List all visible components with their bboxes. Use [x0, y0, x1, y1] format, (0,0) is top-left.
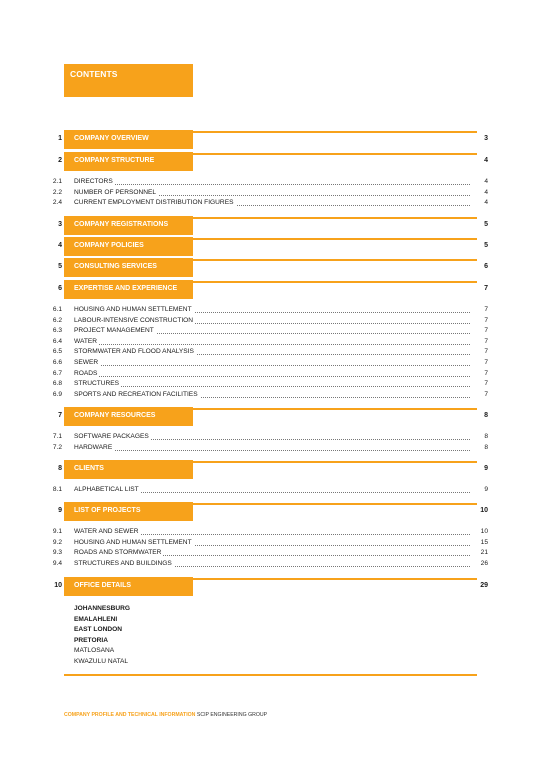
subsection-page-number: 7	[470, 317, 488, 324]
dot-leader	[74, 386, 474, 387]
subsection-page-number: 7	[470, 338, 488, 345]
subsection-number: 7.2	[52, 443, 62, 451]
section-page-number: 4	[484, 157, 488, 164]
subsection-row[interactable]	[0, 306, 550, 316]
bottom-divider	[64, 674, 477, 676]
section-heading[interactable]	[0, 407, 550, 427]
subsection-number: 6.1	[52, 306, 62, 313]
subsection-page-number: 15	[470, 539, 488, 546]
subsection-page-number: 7	[470, 391, 488, 398]
subsection-number: 8.1	[52, 486, 62, 493]
subsection-number: 6.5	[52, 348, 62, 356]
office-name: EMALAHLENI	[74, 615, 118, 623]
subsection-title: WATER	[74, 337, 98, 345]
section-rule	[193, 281, 477, 283]
subsection-number: 9.2	[52, 538, 62, 546]
subsection-title: SPORTS AND RECREATION FACILITIES	[74, 390, 198, 398]
section-page-number: 5	[484, 221, 488, 228]
subsection-number: 6.9	[52, 390, 62, 398]
section-title: CLIENTS	[74, 465, 104, 472]
section-heading[interactable]	[0, 237, 550, 257]
section-number: 8	[58, 465, 62, 472]
subsection-row[interactable]	[0, 380, 550, 390]
section-title: COMPANY POLICIES	[74, 242, 144, 249]
subsection-page-number: 10	[470, 528, 488, 535]
subsection-title: PROJECT MANAGEMENT	[74, 327, 154, 335]
subsection-title: HOUSING AND HUMAN SETTLEMENT	[74, 538, 192, 546]
dot-leader	[74, 184, 474, 185]
section-heading[interactable]	[0, 152, 550, 172]
subsection-title: HOUSING AND HUMAN SETTLEMENT	[74, 306, 192, 313]
dot-leader	[74, 344, 474, 345]
subsection-number: 9.4	[52, 559, 62, 567]
section-heading[interactable]	[0, 216, 550, 236]
subsection-row[interactable]	[0, 178, 550, 188]
dot-leader	[74, 450, 474, 451]
section-title: CONSULTING SERVICES	[74, 263, 157, 270]
subsection-title: NUMBER OF PERSONNEL	[74, 188, 157, 196]
subsection-row[interactable]	[0, 528, 550, 538]
section-number: 9	[58, 507, 62, 514]
office-name: MATLOSANA	[74, 647, 115, 654]
section-page-number: 5	[484, 242, 488, 249]
section-title: COMPANY OVERVIEW	[74, 135, 149, 142]
subsection-title: HARDWARE	[74, 443, 113, 451]
subsection-row[interactable]	[0, 560, 550, 570]
footer-document-title: COMPANY PROFILE AND TECHNICAL INFORMATION	[64, 712, 196, 718]
office-name: JOHANNESBURG	[74, 605, 131, 612]
subsection-page-number: 8	[470, 433, 488, 440]
section-title: EXPERTISE AND EXPERIENCE	[74, 285, 178, 292]
subsection-title: DIRECTORS	[74, 178, 113, 185]
subsection-row[interactable]	[0, 433, 550, 443]
subsection-row[interactable]	[0, 370, 550, 380]
subsection-row[interactable]	[0, 317, 550, 327]
subsection-number: 2.4	[52, 199, 62, 207]
section-number: 3	[58, 221, 62, 228]
subsection-page-number: 7	[470, 370, 488, 377]
section-number: 1	[58, 135, 62, 142]
section-title: LIST OF PROJECTS	[74, 507, 141, 514]
subsection-page-number: 4	[470, 199, 488, 206]
office-name: EAST LONDON	[74, 626, 122, 633]
section-rule	[193, 503, 477, 505]
subsection-number: 6.6	[52, 359, 62, 366]
subsection-page-number: 7	[470, 327, 488, 334]
subsection-page-number: 7	[470, 348, 488, 355]
section-page-number: 9	[484, 465, 488, 472]
section-number: 5	[58, 263, 62, 270]
section-rule	[193, 408, 477, 410]
subsection-number: 6.4	[52, 337, 62, 345]
subsection-row[interactable]	[0, 359, 550, 369]
section-number: 6	[58, 285, 62, 292]
section-heading[interactable]	[0, 460, 550, 480]
office-name: KWAZULU NATAL	[74, 657, 129, 665]
section-number: 7	[58, 412, 62, 419]
subsection-number: 7.1	[52, 433, 62, 440]
section-rule	[193, 217, 477, 219]
section-rule	[193, 153, 477, 155]
section-page-number: 6	[484, 263, 488, 270]
subsection-page-number: 4	[470, 178, 488, 185]
subsection-row[interactable]	[0, 486, 550, 496]
section-title: COMPANY REGISTRATIONS	[74, 221, 169, 228]
dot-leader	[74, 376, 474, 377]
section-rule	[193, 461, 477, 463]
office-list	[74, 604, 130, 667]
section-heading[interactable]	[0, 130, 550, 150]
subsection-page-number: 7	[470, 359, 488, 366]
section-rule	[193, 238, 477, 240]
subsection-number: 2.2	[52, 188, 62, 196]
section-page-number: 8	[484, 412, 488, 419]
subsection-title: CURRENT EMPLOYMENT DISTRIBUTION FIGURES	[74, 199, 234, 207]
subsection-number: 6.3	[52, 327, 62, 335]
subsection-title: STRUCTURES AND BUILDINGS	[74, 559, 172, 567]
section-page-number: 29	[480, 582, 488, 589]
section-heading[interactable]	[0, 258, 550, 278]
section-rule	[193, 578, 477, 580]
subsection-title: STORMWATER AND FLOOD ANALYSIS	[74, 348, 194, 356]
subsection-title: WATER AND SEWER	[74, 528, 139, 535]
subsection-number: 6.7	[52, 369, 62, 377]
contents-heading: CONTENTS	[70, 69, 118, 79]
section-title: OFFICE DETAILS	[74, 582, 132, 589]
subsection-title: ROADS AND STORMWATER	[74, 549, 162, 557]
subsection-title: SOFTWARE PACKAGES	[74, 433, 149, 440]
section-title: COMPANY RESOURCES	[74, 412, 156, 419]
section-heading[interactable]	[0, 577, 550, 597]
footer-company-name: SCIP ENGINEERING GROUP	[196, 712, 268, 718]
dot-leader	[74, 365, 474, 366]
page-footer	[64, 712, 267, 718]
subsection-page-number: 8	[470, 444, 488, 451]
section-rule	[193, 131, 477, 133]
subsection-number: 6.8	[52, 380, 62, 388]
subsection-title: STRUCTURES	[74, 380, 120, 388]
subsection-number: 2.1	[52, 178, 62, 185]
subsection-row[interactable]	[0, 338, 550, 348]
section-rule	[193, 259, 477, 261]
subsection-page-number: 7	[470, 380, 488, 387]
subsection-row[interactable]	[0, 549, 550, 559]
section-page-number: 3	[484, 135, 488, 142]
subsection-page-number: 7	[470, 306, 488, 313]
section-heading[interactable]	[0, 502, 550, 522]
section-page-number: 10	[480, 507, 488, 514]
office-name: PRETORIA	[74, 636, 108, 644]
subsection-row[interactable]	[0, 327, 550, 337]
subsection-row[interactable]	[0, 189, 550, 199]
subsection-title: SEWER	[74, 359, 99, 366]
section-page-number: 7	[484, 285, 488, 292]
section-heading[interactable]	[0, 280, 550, 300]
subsection-title: ALPHABETICAL LIST	[74, 486, 139, 493]
subsection-row[interactable]	[0, 539, 550, 549]
subsection-page-number: 9	[470, 486, 488, 493]
section-title: COMPANY STRUCTURE	[74, 157, 155, 164]
subsection-number: 6.2	[52, 316, 62, 324]
section-number: 2	[58, 157, 62, 164]
subsection-page-number: 21	[470, 549, 488, 556]
subsection-row[interactable]	[0, 444, 550, 454]
subsection-row[interactable]	[0, 348, 550, 358]
subsection-page-number: 4	[470, 189, 488, 196]
subsection-number: 9.3	[52, 549, 62, 557]
subsection-title: ROADS	[74, 369, 98, 377]
subsection-title: LABOUR-INTENSIVE CONSTRUCTION	[74, 316, 194, 324]
subsection-row[interactable]	[0, 199, 550, 209]
subsection-number: 9.1	[52, 528, 62, 535]
section-number: 10	[54, 582, 62, 589]
subsection-row[interactable]	[0, 391, 550, 401]
section-number: 4	[58, 242, 62, 249]
subsection-page-number: 26	[470, 560, 488, 567]
